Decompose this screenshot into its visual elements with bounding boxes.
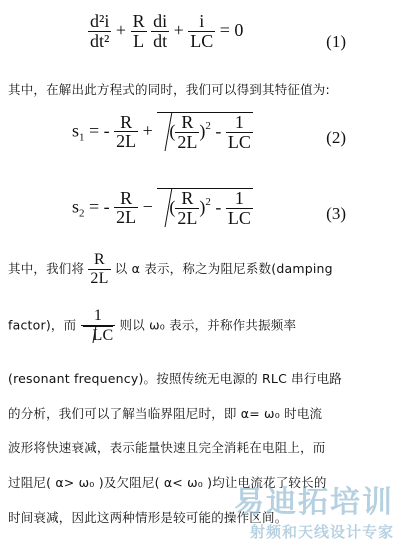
para-line-5: 波形将快速衰减，表示能量快速且完全消耗在电阻上，而 bbox=[8, 440, 326, 455]
para-line-6: 过阻尼( α> ω₀ )及欠阻尼( α< ω₀ )均让电流花了较长的 bbox=[8, 475, 327, 490]
eq1-d2i-dt2: $\frac{\text{d²i}}{\text{dt²}}$ bbox=[90, 11, 110, 51]
alpha-fraction: $\frac{R}{2L}$ bbox=[90, 251, 109, 287]
equation-1: $\frac{\text{d²i}}{\text{dt²}}$ + $\frac{R}{L}$ $\frac{di}{dt}$ + $\frac{i}{LC}$ = 0 bbox=[90, 11, 244, 51]
equation-3-number: (3) bbox=[326, 204, 346, 223]
eq3-sqrt: ( $\frac{R}{2L}$ )$^2$ - $\frac{1}{LC}$ bbox=[157, 188, 253, 229]
equation-1-number: (1) bbox=[326, 32, 346, 51]
para-line-2: factor)，而 $\frac{1}{LC}$ 则以 ω₀ 表示，并称作共振频率 bbox=[8, 307, 297, 344]
para-line-3: (resonant frequency)。按照传统无电源的 RLC 串行电路 bbox=[8, 371, 342, 386]
equation-2: $s_1$ = - $\frac{R}{2L}$ + ( $\frac{R}{2L}$ )$^2$ - $\frac{1}{LC}$ bbox=[72, 111, 251, 152]
eq2-r-over-2l: $\frac{R}{2L}$ bbox=[116, 111, 137, 152]
eq2-sqrt: ( $\frac{R}{2L}$ )$^2$ - $\frac{1}{LC}$ bbox=[157, 112, 253, 153]
eq1-di-dt: $\frac{di}{dt}$ bbox=[153, 11, 168, 51]
eq1-r-over-l: $\frac{R}{L}$ bbox=[132, 11, 145, 51]
eq3-r-over-2l: $\frac{R}{2L}$ bbox=[116, 187, 137, 228]
omega-fraction: $\frac{1}{LC}$ bbox=[81, 308, 116, 344]
equation-3: $s_2$ = - $\frac{R}{2L}$ − ( $\frac{R}{2L}$ )$^2$ - $\frac{1}{LC}$ bbox=[72, 187, 251, 228]
intro-text: 其中，在解出此方程式的同时，我们可以得到其特征值为: bbox=[8, 82, 330, 97]
equation-2-number: (2) bbox=[326, 128, 346, 147]
watermark-subtitle: 射频和天线设计专家 bbox=[249, 523, 394, 541]
watermark-title: 易迪拓培训 bbox=[234, 485, 394, 520]
para-line-7: 时间衰减，因此这两种情形是较可能的操作区间。 bbox=[8, 510, 288, 525]
para-line-4: 的分析，我们可以了解当临界阻尼时，即 α= ω₀ 时电流 bbox=[8, 406, 323, 421]
eq1-i-over-lc: $\frac{i}{LC}$ bbox=[190, 11, 214, 51]
para-line-1: 其中，我们将 $\frac{R}{2L}$ 以 α 表示，称之为阻尼系数(damping bbox=[8, 251, 333, 287]
